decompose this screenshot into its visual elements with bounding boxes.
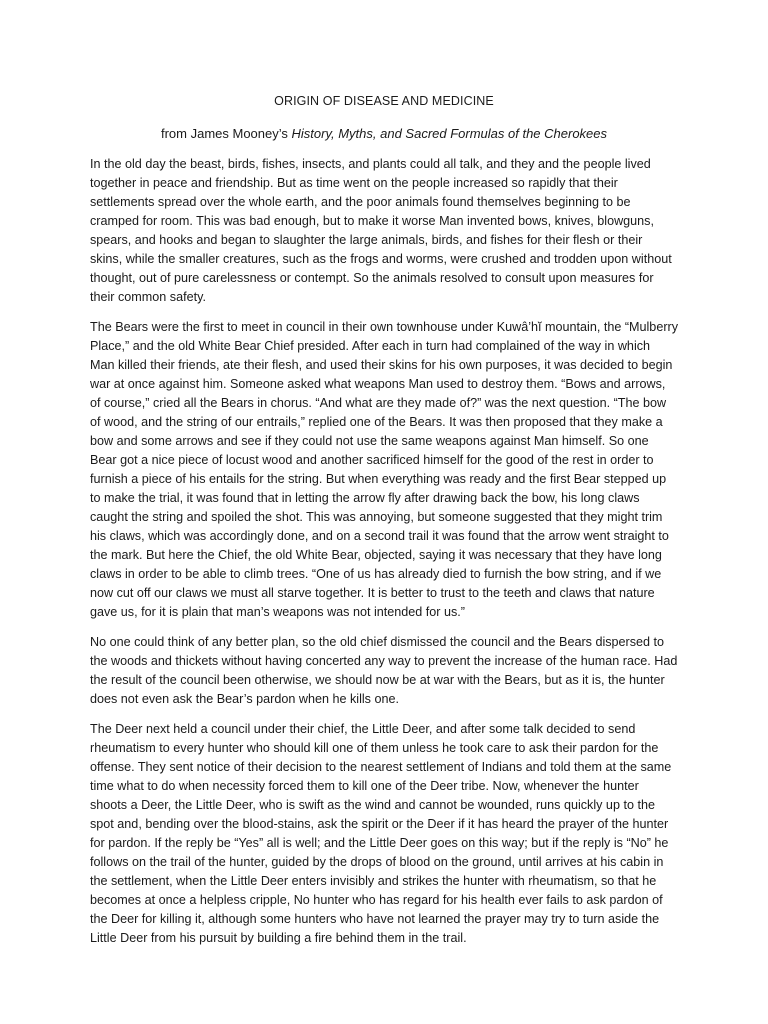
document-subtitle <box>90 124 678 143</box>
subtitle-prefix: from James Mooney’s <box>160 126 292 141</box>
document-page <box>90 92 678 959</box>
paragraph-4: The Deer next held a council under their chief, the Little Deer, and after some talk decided to send rheumatism to every hunter who should kill one of them unless he took care to ask their pardon for the offense. They sent notice of their decision to the nearest settlement of Indians and told them at the same time what to do when necessity forced them to kill one of the Deer tribe. Now, whenever the hunter shoots a Deer, the Little Deer, who is swift as the wind and cannot be wounded, runs quickly up to the spot and, bending over the blood-stains, ask the spirit or the Deer if it has heard the prayer of the hunter for pardon. If the reply be “Yes” all is well; and the Little Deer goes on this way; but if the reply is “No” he follows on the trail of the hunter, guided by the drops of blood on the ground, until arrives at his cabin in the settlement, when the Little Deer enters invisibly and strikes the hunter with rheumatism, so that he becomes at once a helpless cripple, No hunter who has regard for his health ever fails to ask pardon of the Deer for killing it, although some hunters who have not learned the prayer may try to turn aside the Little Deer from his pursuit by building a fire behind them in the trail. <box>90 722 672 945</box>
subtitle-work-title: History, Myths, and Sacred Formulas of the Cherokees <box>291 126 608 141</box>
document-title: ORIGIN OF DISEASE AND MEDICINE <box>274 94 494 108</box>
paragraph-1: In the old day the beast, birds, fishes, insects, and plants could all talk, and they and the people lived together in peace and friendship. But as time went on the people increased so rapidly that their settlements spread over the whole earth, and the poor animals found themselves beginning to be cramped for room. This was bad enough, but to make it worse Man invented bows, knives, blowguns, spears, and hooks and began to slaughter the large animals, birds, and fishes for their flesh or their skins, while the smaller creatures, such as the frogs and worms, were crushed and trodden upon without thought, out of pure carelessness or contempt. So the animals resolved to consult upon measures for their common safety. <box>90 157 672 304</box>
paragraph-2: The Bears were the first to meet in council in their own townhouse under Kuwâ’hĭ mountain, the “Mulberry Place,” and the old White Bear Chief presided. After each in turn had complained of the way in which Man killed their friends, ate their flesh, and used their skins for his own purposes, it was decided to begin war at once against him. Someone asked what weapons Man used to destroy them. “Bows and arrows, of course,” cried all the Bears in chorus. “And what are they made of?” was the next question. “The bow of wood, and the string of our entrails,” replied one of the Bears. It was then proposed that they make a bow and some arrows and see if they could not use the same weapons against Man himself. So one Bear got a nice piece of locust wood and another sacrificed himself for the good of the rest in order to furnish a piece of his entails for the string. But when everything was ready and the first Bear stepped up to make the trial, it was found that in letting the arrow fly after drawing back the bow, his long claws caught the string and spoiled the shot. This was annoying, but someone suggested that they might trim his claws, which was accordingly done, and on a second trail it was found that the arrow went straight to the mark. But here the Chief, the old White Bear, objected, saying it was necessary that they have long claws in order to be able to climb trees. “One of us has already died to furnish the bow string, and if we now cut off our claws we must all starve together. It is better to trust to the teeth and claws that nature gave us, for it is plain that man’s weapons was not intended for us.” <box>90 320 679 619</box>
paragraph-3: No one could think of any better plan, so the old chief dismissed the council and the Bears dispersed to the woods and thickets without having concerted any way to prevent the increase of the human race. Had the result of the council been otherwise, we should now be at war with the Bears, but as it is, the hunter does not even ask the Bear’s pardon when he kills one. <box>90 635 678 706</box>
